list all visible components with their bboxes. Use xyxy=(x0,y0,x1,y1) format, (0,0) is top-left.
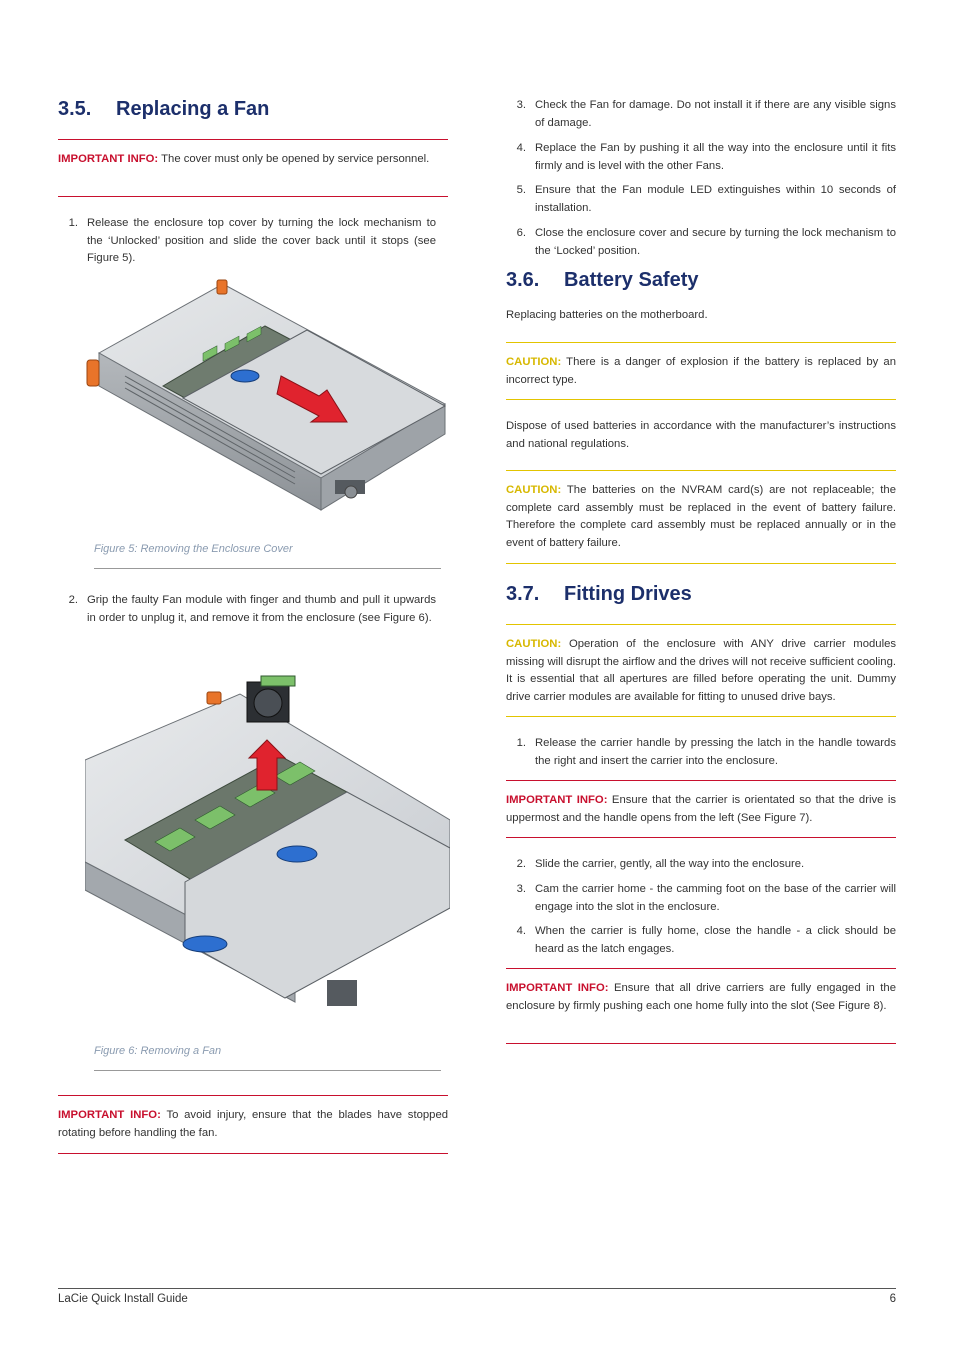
important-text: To avoid injury, ensure that the blades have stopped rotating before handling the fan. xyxy=(58,1109,449,1139)
list-text: Close the enclosure cover and secure by turning the lock mechanism to the ‘Locked’ position. xyxy=(535,227,896,257)
caution-box xyxy=(506,636,896,706)
important-label: IMPORTANT INFO: xyxy=(506,794,608,806)
list-text: Release the carrier handle by pressing the latch in the handle towards the right and insert the carrier into the enclosure. xyxy=(535,737,896,767)
list-item xyxy=(506,881,896,917)
divider xyxy=(58,139,448,140)
important-info-box xyxy=(58,1107,448,1142)
divider xyxy=(94,1070,441,1071)
caution-label: CAUTION: xyxy=(506,638,562,650)
divider xyxy=(506,624,896,625)
list-text: Slide the carrier, gently, all the way into the enclosure. xyxy=(535,858,805,870)
list-text: When the carrier is fully home, close the handle - a click should be heard as the latch engages. xyxy=(535,925,896,955)
figure-6-caption: Figure 6: Removing a Fan xyxy=(94,1045,222,1057)
page-number: 6 xyxy=(889,1293,896,1305)
list-number: 2. xyxy=(68,594,78,606)
section-title: Battery Safety xyxy=(564,269,699,291)
figure-6-fan-removal-image xyxy=(85,672,450,1017)
list-item xyxy=(506,97,896,133)
section-title: Replacing a Fan xyxy=(116,98,270,120)
list-number: 5. xyxy=(516,184,526,196)
list-item xyxy=(506,735,896,771)
list-number: 4. xyxy=(516,142,526,154)
important-info-box xyxy=(58,151,448,169)
list-item xyxy=(506,140,896,176)
section-heading-fitting-drives xyxy=(506,582,896,606)
important-text: Ensure that all drive carriers are fully engaged in the enclosure by firmly pushing each one home fully into the slot (See Figure 8). xyxy=(506,982,896,1012)
list-number: 6. xyxy=(516,227,526,239)
footer-title: LaCie Quick Install Guide xyxy=(58,1293,188,1305)
section-number: 3.7. xyxy=(506,583,540,605)
caution-label: CAUTION: xyxy=(506,356,562,368)
divider xyxy=(506,563,896,564)
list-item xyxy=(506,225,896,261)
list-text: Release the enclosure top cover by turning the lock mechanism to the ‘Unlocked’ position and slide the cover back until it stops (see Figure 5). xyxy=(87,217,436,264)
list-text: Replace the Fan by pushing it all the way into the enclosure until it fits firmly and is level with the other Fans. xyxy=(535,142,896,172)
divider xyxy=(506,968,896,969)
important-text: Ensure that the carrier is orientated so that the drive is uppermost and the handle opens from the left (See Figure 7). xyxy=(506,794,896,824)
divider xyxy=(506,399,896,400)
list-number: 3. xyxy=(516,99,526,111)
list-text: Ensure that the Fan module LED extinguishes within 10 seconds of installation. xyxy=(535,184,896,214)
important-label: IMPORTANT INFO: xyxy=(506,982,609,994)
important-label: IMPORTANT INFO: xyxy=(58,1109,161,1121)
section-number: 3.6. xyxy=(506,269,540,291)
important-text: The cover must only be opened by service personnel. xyxy=(161,153,430,165)
important-label: IMPORTANT INFO: xyxy=(58,153,159,165)
list-number: 4. xyxy=(516,925,526,937)
list-item xyxy=(506,856,896,874)
divider xyxy=(506,837,896,838)
list-item xyxy=(506,923,896,959)
list-number: 3. xyxy=(516,883,526,895)
divider xyxy=(506,470,896,471)
caution-text: There is a danger of explosion if the battery is replaced by an incorrect type. xyxy=(506,356,896,386)
divider xyxy=(506,716,896,717)
caution-box xyxy=(506,482,896,552)
figure-5-enclosure-cover-image xyxy=(85,278,450,518)
important-info-box xyxy=(506,792,896,827)
list-text: Check the Fan for damage. Do not install it if there are any visible signs of damage. xyxy=(535,99,896,129)
list-item xyxy=(58,592,448,646)
section-heading-battery-safety xyxy=(506,268,896,292)
list-number: 1. xyxy=(516,737,526,749)
divider xyxy=(94,568,441,569)
section-title: Fitting Drives xyxy=(564,583,692,605)
list-item xyxy=(506,182,896,218)
divider xyxy=(58,196,448,197)
divider xyxy=(506,780,896,781)
divider xyxy=(506,342,896,343)
dispose-text: Dispose of used batteries in accordance with the manufacturer’s instructions and national regulations. xyxy=(506,420,896,450)
section-heading-replacing-fan xyxy=(58,97,448,121)
important-info-box xyxy=(506,980,896,1015)
footer-rule xyxy=(58,1288,896,1289)
caution-text: Operation of the enclosure with ANY drive carrier modules missing will disrupt the airflow and the drives will not receive sufficient cooling. It is essential that all apertures are filled before operating the unit. Dummy drive carrier modules are available for fitting to unused drive bays. xyxy=(506,638,897,703)
battery-intro-text: Replacing batteries on the motherboard. xyxy=(506,309,708,321)
caution-label: CAUTION: xyxy=(506,484,562,496)
list-number: 1. xyxy=(68,217,78,229)
list-number: 2. xyxy=(516,858,526,870)
section-number: 3.5. xyxy=(58,98,92,120)
divider xyxy=(506,1043,896,1044)
list-text: Grip the faulty Fan module with finger and thumb and pull it upwards in order to unplug it, and remove it from the enclosure (see Figure 6). xyxy=(87,594,436,624)
caution-text: The batteries on the NVRAM card(s) are not replaceable; the complete card assembly must be replaced in the event of battery failure. Therefore the complete card assembly must be replaced annually or in the event of battery failure. xyxy=(506,484,897,549)
figure-5-caption: Figure 5: Removing the Enclosure Cover xyxy=(94,543,293,555)
list-text: Cam the carrier home - the camming foot on the base of the carrier will engage into the slot in the enclosure. xyxy=(535,883,896,913)
caution-box xyxy=(506,354,896,389)
divider xyxy=(58,1095,448,1096)
list-item xyxy=(58,215,448,269)
divider xyxy=(58,1153,448,1154)
